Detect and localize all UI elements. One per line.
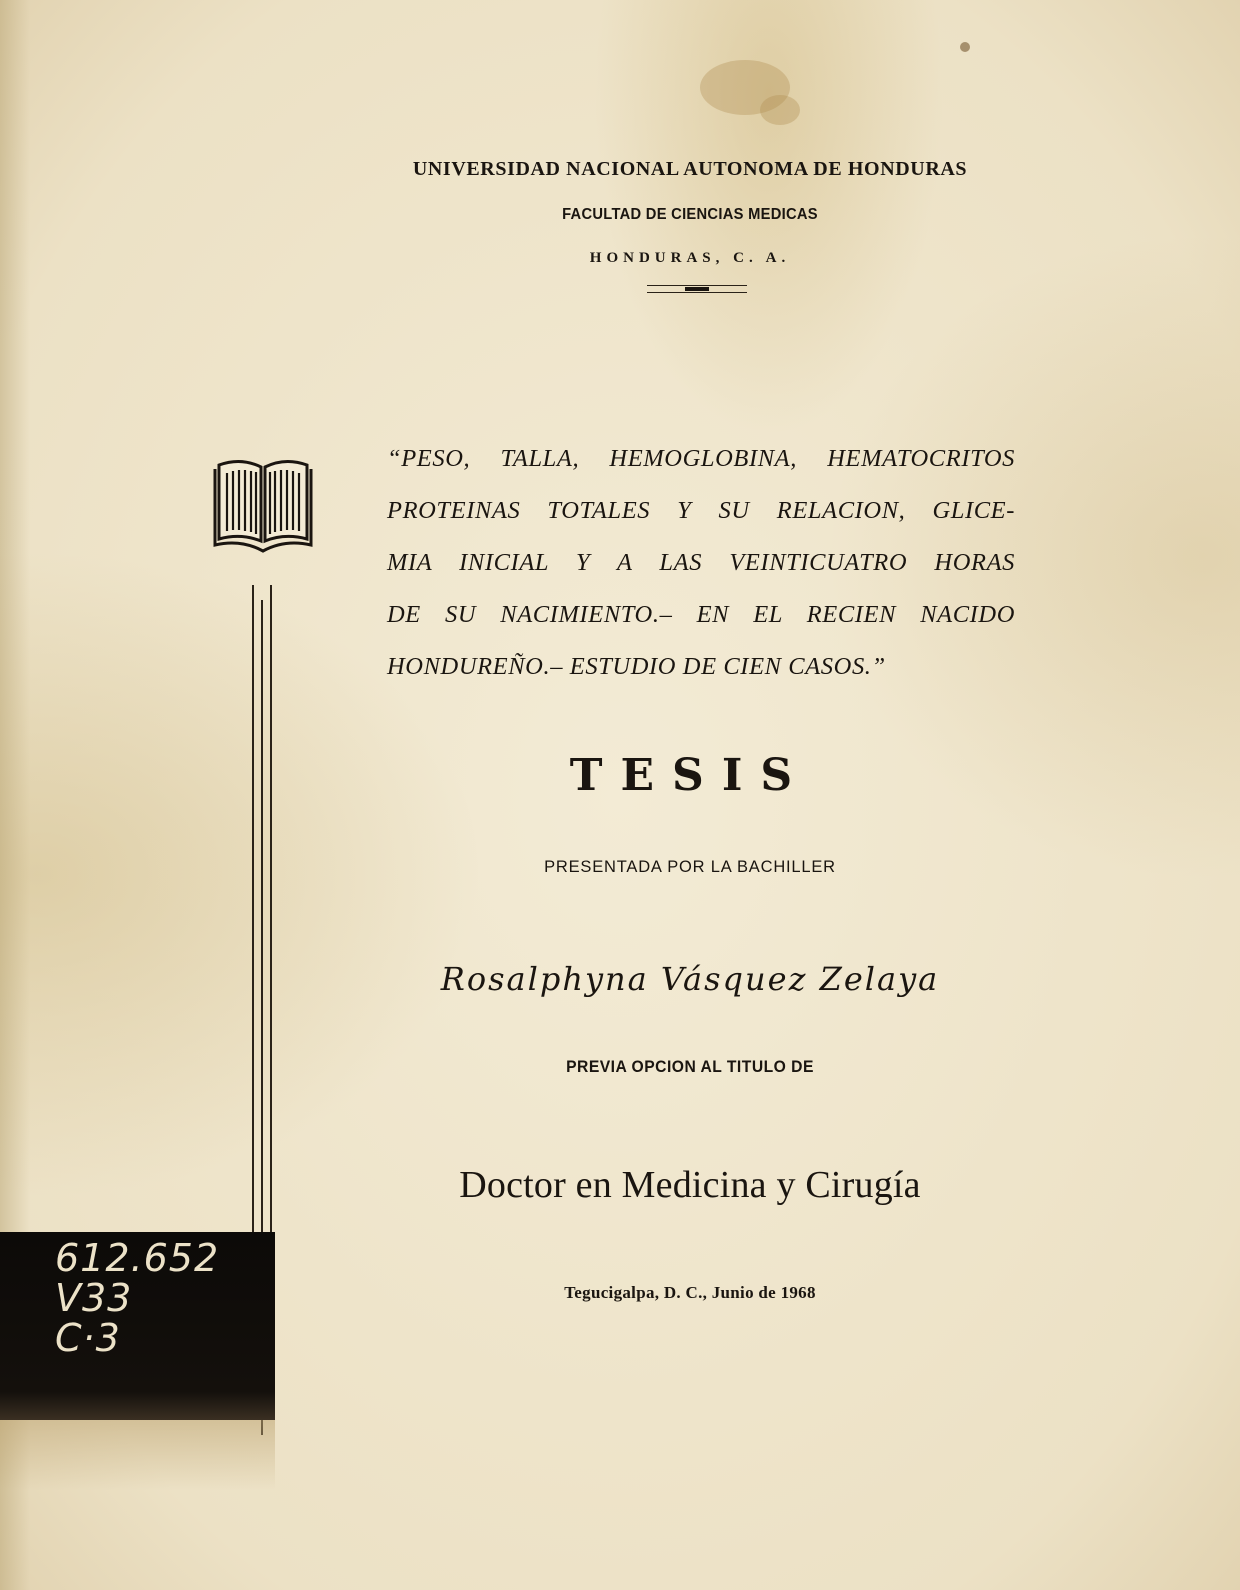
degree-title: Doctor en Medicina y Cirugía [459, 1164, 921, 1206]
place-date: Tegucigalpa, D. C., Junio de 1968 [564, 1283, 816, 1302]
faculty-name: FACULTAD DE CIENCIAS MEDICAS [562, 206, 818, 223]
presented-by: PRESENTADA POR LA BACHILLER [544, 858, 836, 876]
call-number-line: 612.652 [55, 1236, 220, 1280]
call-number-line: V33 [55, 1276, 133, 1320]
thesis-title-line: DE SU NACIMIENTO.– EN EL RECIEN NACIDO [387, 601, 1015, 628]
thesis-title-line: MIA INICIAL Y A LAS VEINTICUATRO HORAS [387, 549, 1015, 576]
thesis-title-line: “PESO, TALLA, HEMOGLOBINA, HEMATOCRITOS [387, 445, 1015, 472]
thesis-label: TESIS [569, 750, 811, 801]
country-name: HONDURAS, C. A. [589, 250, 791, 266]
call-number [55, 1238, 219, 1358]
thesis-title-line: HONDUREÑO.– ESTUDIO DE CIEN CASOS.” [387, 653, 886, 680]
prior-option: PREVIA OPCION AL TITULO DE [566, 1058, 814, 1076]
call-number-line: C·3 [55, 1316, 121, 1360]
paper-stain [960, 42, 970, 52]
thesis-title-line: PROTEINAS TOTALES Y SU RELACION, GLICE- [387, 497, 1015, 524]
paper-stain [760, 95, 800, 125]
header-rule [647, 285, 747, 293]
university-name: UNIVERSIDAD NACIONAL AUTONOMA DE HONDURAS [412, 158, 968, 180]
author-name: Rosalphyna Vásquez Zelaya [440, 960, 940, 998]
open-book-icon [213, 455, 313, 555]
